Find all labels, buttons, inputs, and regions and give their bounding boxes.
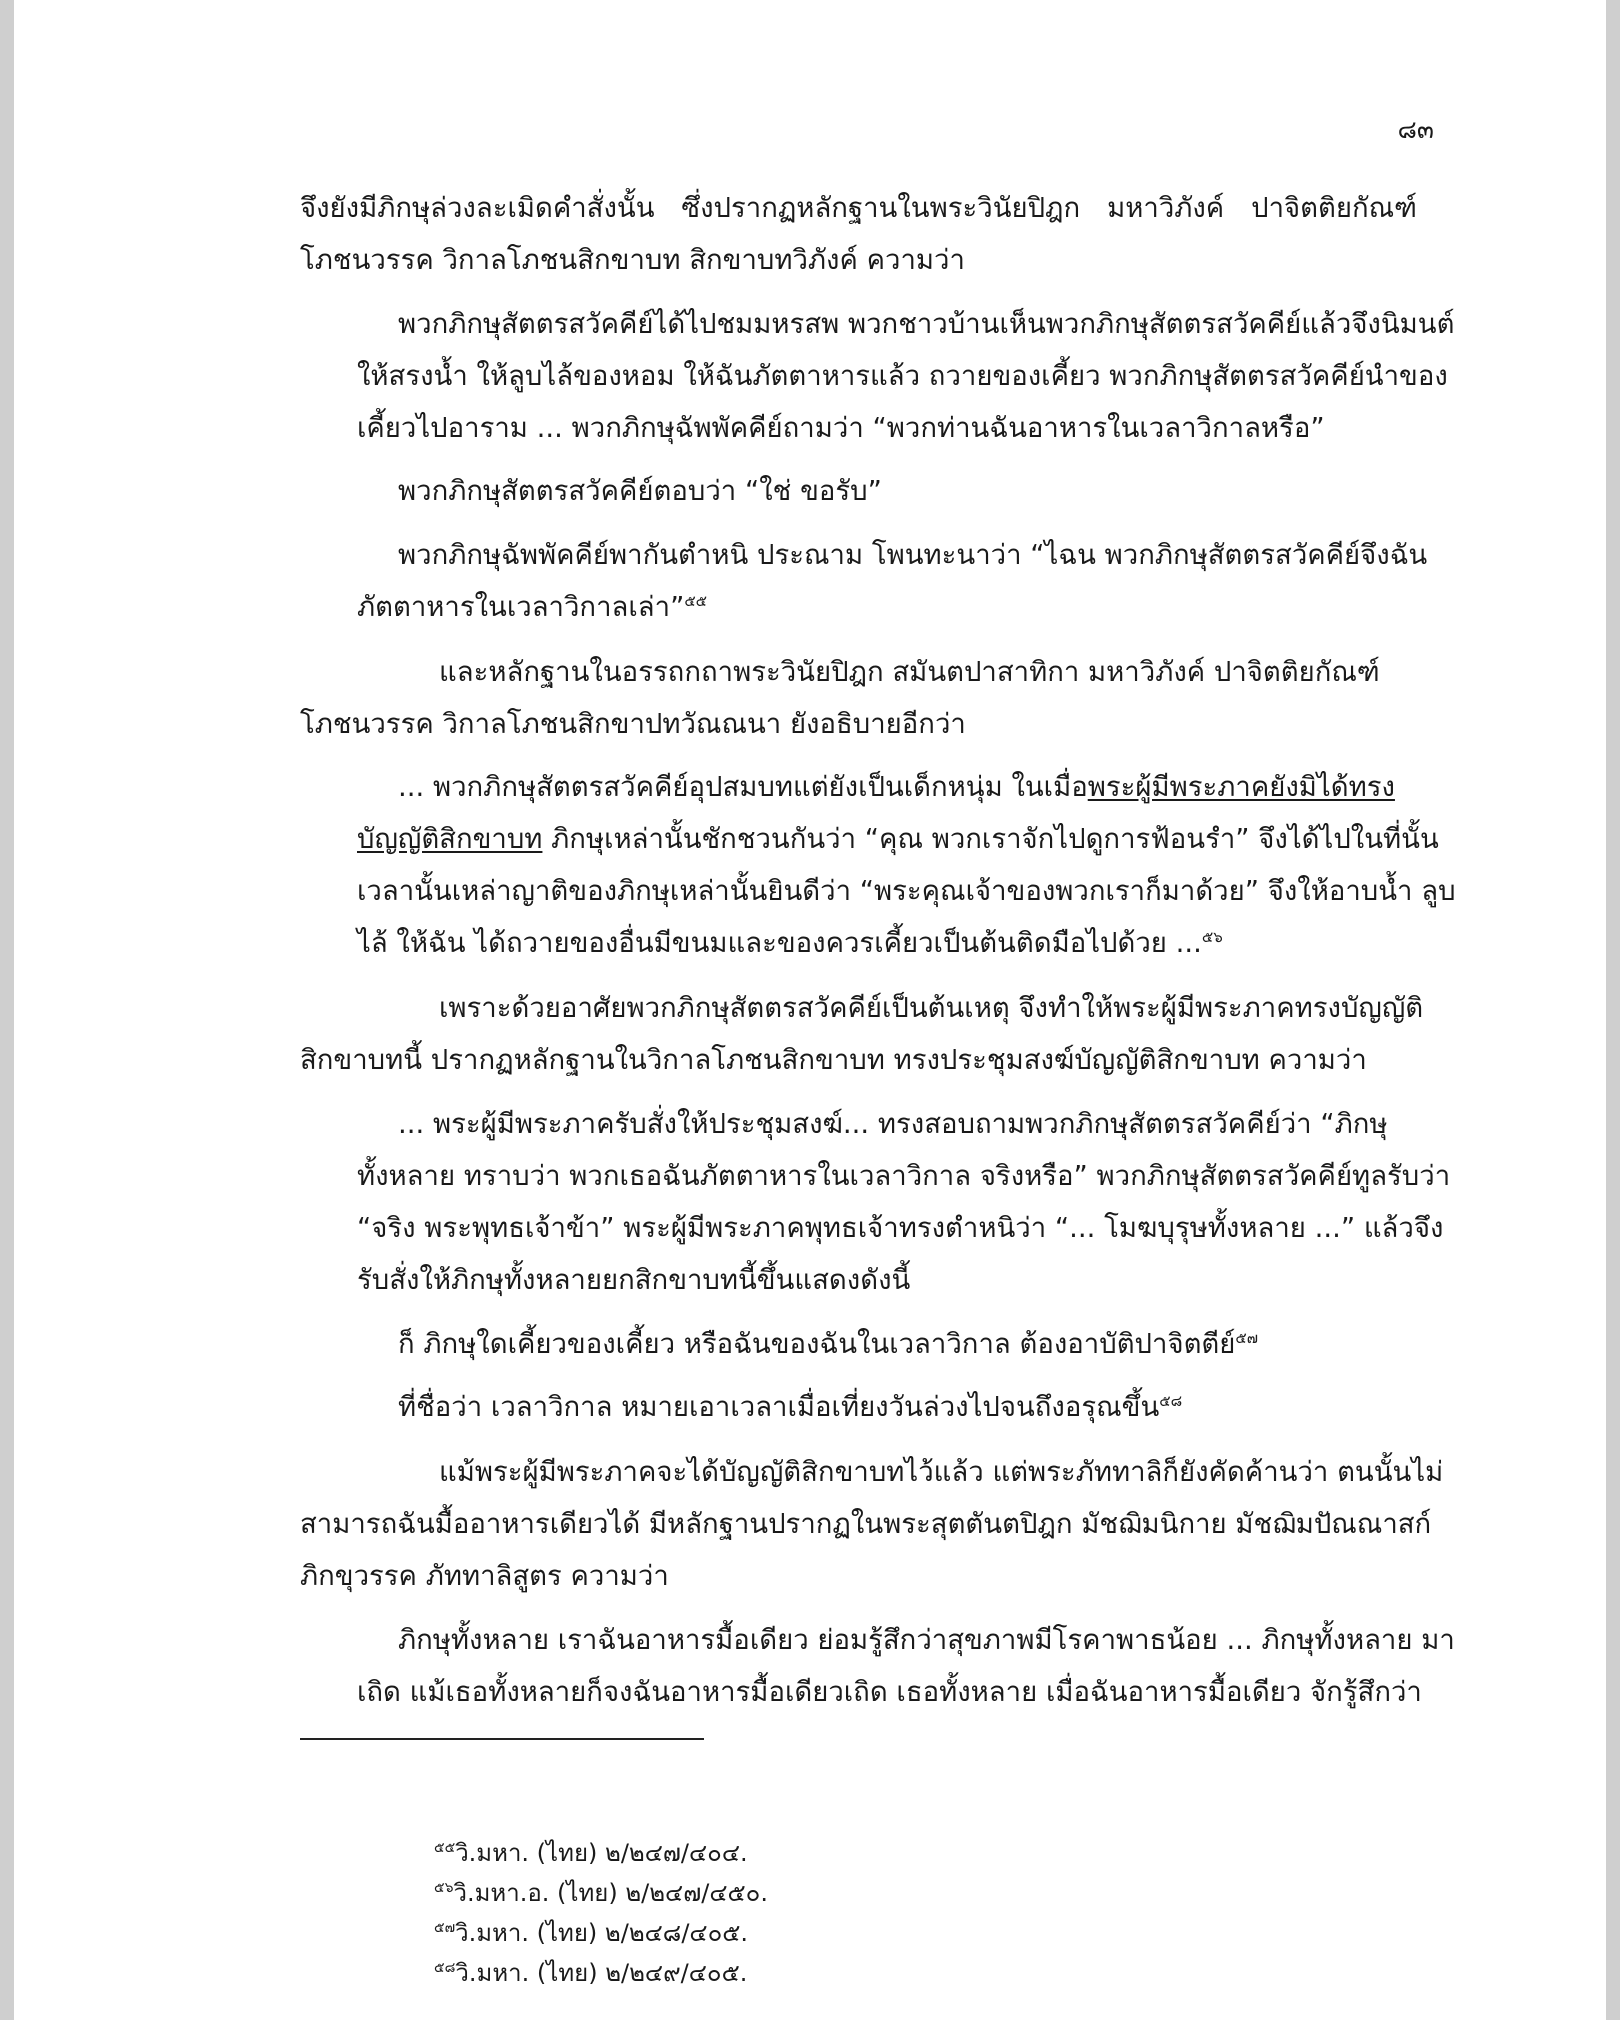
quote-line: เคี้ยวไปอาราม ... พวกภิกษุฉัพพัคคีย์ถามว่า “พวกท่านฉันอาหารในเวลาวิกาลหรือ” (357, 412, 1325, 444)
quote-line: ทั้งหลาย ทราบว่า พวกเธอฉันภัตตาหารในเวลาวิกาล จริงหรือ” พวกภิกษุสัตตรสวัคคีย์ทูลรับว่า (357, 1160, 1451, 1192)
body-line: และหลักฐานในอรรถกถาพระวินัยปิฎก สมันตปาสาทิกา มหาวิภังค์ ปาจิตติยกัณฑ์ (439, 656, 1380, 688)
quote-line: พวกภิกษุฉัพพัคคีย์พากันตำหนิ ประณาม โพนทะนาว่า “ไฉน พวกภิกษุสัตตรสวัคคีย์จึงฉัน (398, 539, 1428, 571)
quote-line: ก็ ภิกษุใดเคี้ยวของเคี้ยว หรือฉันของฉันในเวลาวิกาล ต้องอาบัติปาจิตตีย์$^{๕๗}$ (398, 1328, 1259, 1360)
body-line: สิกขาบทนี้ ปรากฏหลักฐานในวิกาลโภชนสิกขาบท ทรงประชุมสงฆ์บัญญัติสิกขาบท ความว่า (300, 1044, 1367, 1076)
footnote: $^{๕๘}$วิ.มหา. (ไทย) ๒/๒๔๙/๔๐๕. (434, 1959, 748, 1987)
quote-line: เถิด แม้เธอทั้งหลายก็จงฉันอาหารมื้อเดียวเถิด เธอทั้งหลาย เมื่อฉันอาหารมื้อเดียว จักรู้สึกว่า (357, 1676, 1422, 1708)
quote-line: พวกภิกษุสัตตรสวัคคีย์ได้ไปชมมหรสพ พวกชาวบ้านเห็นพวกภิกษุสัตตรสวัคคีย์แล้วจึงนิมนต์ (398, 308, 1455, 340)
viewer-left-border (0, 0, 14, 2020)
body-line: ภิกขุวรรค ภัททาลิสูตร ความว่า (300, 1560, 669, 1592)
quote-line: ภิกษุทั้งหลาย เราฉันอาหารมื้อเดียว ย่อมรู้สึกว่าสุขภาพมีโรคาพาธน้อย ... ภิกษุทั้งหลาย มา (398, 1624, 1455, 1656)
underlined-phrase: บัญญัติสิกขาบท (357, 823, 543, 855)
page-number: ๘๓ (1397, 115, 1434, 144)
body-line: โภชนวรรค วิกาลโภชนสิกขาปทวัณณนา ยังอธิบายอีกว่า (300, 708, 966, 740)
quote-line: “จริง พระพุทธเจ้าข้า” พระผู้มีพระภาคพุทธเจ้าทรงตำหนิว่า “... โมฆบุรุษทั้งหลาย ...” แล้วจึง (357, 1212, 1444, 1244)
document-page (14, 0, 1606, 2020)
body-line: โภชนวรรค วิกาลโภชนสิกขาบท สิกขาบทวิภังค์ ความว่า (300, 244, 965, 276)
footnote: $^{๕๗}$วิ.มหา. (ไทย) ๒/๒๔๘/๔๐๕. (434, 1919, 749, 1947)
quote-line: ภัตตาหารในเวลาวิกาลเล่า”$^{๕๕}$ (357, 591, 708, 623)
body-line: แม้พระผู้มีพระภาคจะได้บัญญัติสิกขาบทไว้แล้ว แต่พระภัททาลิก็ยังคัดค้านว่า ตนนั้นไม่ (439, 1456, 1444, 1488)
quote-line: บัญญัติสิกขาบท ภิกษุเหล่านั้นชักชวนกันว่า “คุณ พวกเราจักไปดูการฟ้อนรำ” จึงได้ไปในที่นั้น (357, 823, 1439, 855)
quote-line: ... พระผู้มีพระภาครับสั่งให้ประชุมสงฆ์... ทรงสอบถามพวกภิกษุสัตตรสวัคคีย์ว่า “ภิกษุ (398, 1108, 1388, 1140)
quote-line: ให้สรงน้ำ ให้ลูบไล้ของหอม ให้ฉันภัตตาหารแล้ว ถวายของเคี้ยว พวกภิกษุสัตตรสวัคคีย์นำของ (357, 360, 1448, 392)
footnote-ref[interactable]: ๕๖ (1201, 928, 1223, 946)
footnote-separator (300, 1738, 704, 1740)
viewer-right-border (1606, 0, 1620, 2020)
quote-line: เวลานั้นเหล่าญาติของภิกษุเหล่านั้นยินดีว่า “พระคุณเจ้าของพวกเราก็มาด้วย” จึงให้อาบน้ำ ลูบ (357, 875, 1456, 907)
footnote-ref[interactable]: ๕๘ (1159, 1392, 1183, 1410)
quote-line: รับสั่งให้ภิกษุทั้งหลายยกสิกขาบทนี้ขึ้นแสดงดังนี้ (357, 1264, 911, 1296)
body-line: สามารถฉันมื้ออาหารเดียวได้ มีหลักฐานปรากฏในพระสุตตันตปิฎก มัชฌิมนิกาย มัชฌิมปัณณาสก์ (300, 1508, 1432, 1540)
underlined-phrase: พระผู้มีพระภาคยังมิได้ทรง (1087, 771, 1395, 803)
body-line: จึงยังมีภิกษุล่วงละเมิดคำสั่งนั้น ซึ่งปรากฏหลักฐานในพระวินัยปิฎก มหาวิภังค์ ปาจิตติยกัณฑ์ (300, 192, 1417, 224)
footnote: $^{๕๕}$วิ.มหา. (ไทย) ๒/๒๔๗/๔๐๔. (434, 1839, 748, 1867)
footnote-ref[interactable]: ๕๕ (684, 592, 708, 610)
quote-line: ไล้ ให้ฉัน ได้ถวายของอื่นมีขนมและของควรเคี้ยวเป็นต้นติดมือไปด้วย ...$^{๕๖}$ (357, 927, 1223, 959)
footnote: $^{๕๖}$วิ.มหา.อ. (ไทย) ๒/๒๔๗/๔๕๐. (434, 1879, 768, 1907)
footnote-ref[interactable]: ๕๗ (1235, 1329, 1259, 1347)
quote-line: ที่ชื่อว่า เวลาวิกาล หมายเอาเวลาเมื่อเที่ยงวันล่วงไปจนถึงอรุณขึ้น$^{๕๘}$ (398, 1391, 1183, 1423)
quote-line: พวกภิกษุสัตตรสวัคคีย์ตอบว่า “ใช่ ขอรับ” (398, 475, 882, 507)
quote-line: ... พวกภิกษุสัตตรสวัคคีย์อุปสมบทแต่ยังเป็นเด็กหนุ่ม ในเมื่อพระผู้มีพระภาคยังมิได้ทรง (398, 771, 1395, 803)
body-line: เพราะด้วยอาศัยพวกภิกษุสัตตรสวัคคีย์เป็นต้นเหตุ จึงทำให้พระผู้มีพระภาคทรงบัญญัติ (439, 992, 1424, 1024)
